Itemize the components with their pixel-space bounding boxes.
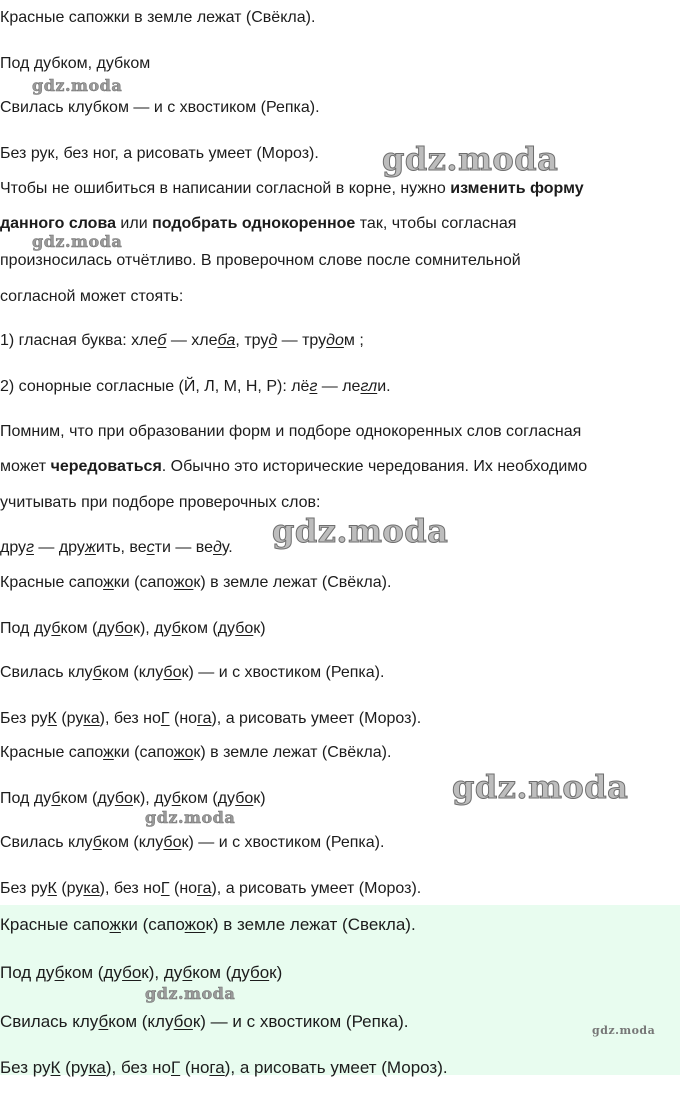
answer-3-riddle-2a: Под дубком (дубок), дубком (дубок): [0, 963, 283, 982]
answer-2-riddle-2b: Свилась клубком (клубок) — и с хвостиком (Репка).: [0, 834, 385, 851]
rule-line-1: Чтобы не ошибиться в написании согласной в корне, нужно изменить форму: [0, 180, 584, 197]
alternation-line-1: Помним, что при образовании форм и подборе однокоренных слов согласная: [0, 423, 582, 440]
alternation-example: друг — дружить, вести — веду.: [0, 539, 233, 556]
rule-line-2: данного слова или подобрать однокоренное так, чтобы согласная: [0, 215, 517, 232]
answer-2-riddle-1: Красные сапожки (сапожок) в земле лежат (Свёкла).: [0, 744, 392, 761]
highlighted-answer-block: [0, 905, 680, 1075]
watermark-logo: gdz.moda: [145, 808, 236, 827]
riddle-2-line-2: Свилась клубком — и с хвостиком (Репка).: [0, 99, 320, 116]
riddle-3: Без рук, без ног, а рисовать умеет (Мороз).: [0, 145, 319, 162]
answer-1-riddle-2b: Свилась клубком (клубок) — и с хвостиком (Репка).: [0, 664, 385, 681]
rule-line-4: согласной может стоять:: [0, 288, 184, 305]
alternation-line-2: может чередоваться. Обычно это исторические чередования. Их необходимо: [0, 458, 588, 475]
alternation-line-3: учитывать при подборе проверочных слов:: [0, 494, 321, 511]
watermark-logo: gdz.moda: [382, 140, 559, 178]
watermark-logo: gdz.moda: [592, 1024, 656, 1037]
watermark-logo: gdz.moda: [452, 768, 629, 806]
rule-item-2: 2) сонорные согласные (Й, Л, М, Н, Р): лёг — легли.: [0, 378, 391, 395]
watermark-logo: gdz.moda: [32, 76, 123, 95]
riddle-2-line-1: Под дубком, дубком: [0, 55, 151, 72]
riddle-1: Красные сапожки в земле лежат (Свёкла).: [0, 9, 316, 26]
answer-1-riddle-2a: Под дубком (дубок), дубком (дубок): [0, 620, 266, 637]
answer-3-riddle-3: Без руК (рука), без ноГ (нога), а рисовать умеет (Мороз).: [0, 1058, 448, 1077]
watermark-logo: gdz.moda: [145, 984, 236, 1003]
watermark-logo: gdz.moda: [32, 232, 123, 251]
answer-1-riddle-1: Красные сапожки (сапожок) в земле лежат (Свёкла).: [0, 574, 392, 591]
rule-item-1: 1) гласная буква: хлеб — хлеба, труд — трудом ;: [0, 332, 364, 349]
answer-1-riddle-3: Без руК (рука), без ноГ (нога), а рисовать умеет (Мороз).: [0, 710, 422, 727]
answer-2-riddle-2a: Под дубком (дубок), дубком (дубок): [0, 790, 266, 807]
rule-line-3: произносилась отчётливо. В проверочном слове после сомнительной: [0, 252, 521, 269]
answer-3-riddle-1: Красные сапожки (сапожок) в земле лежат (Свекла).: [0, 915, 416, 934]
answer-3-riddle-2b: Свилась клубком (клубок) — и с хвостиком (Репка).: [0, 1012, 409, 1031]
watermark-logo: gdz.moda: [272, 512, 449, 550]
answer-2-riddle-3: Без руК (рука), без ноГ (нога), а рисовать умеет (Мороз).: [0, 880, 422, 897]
